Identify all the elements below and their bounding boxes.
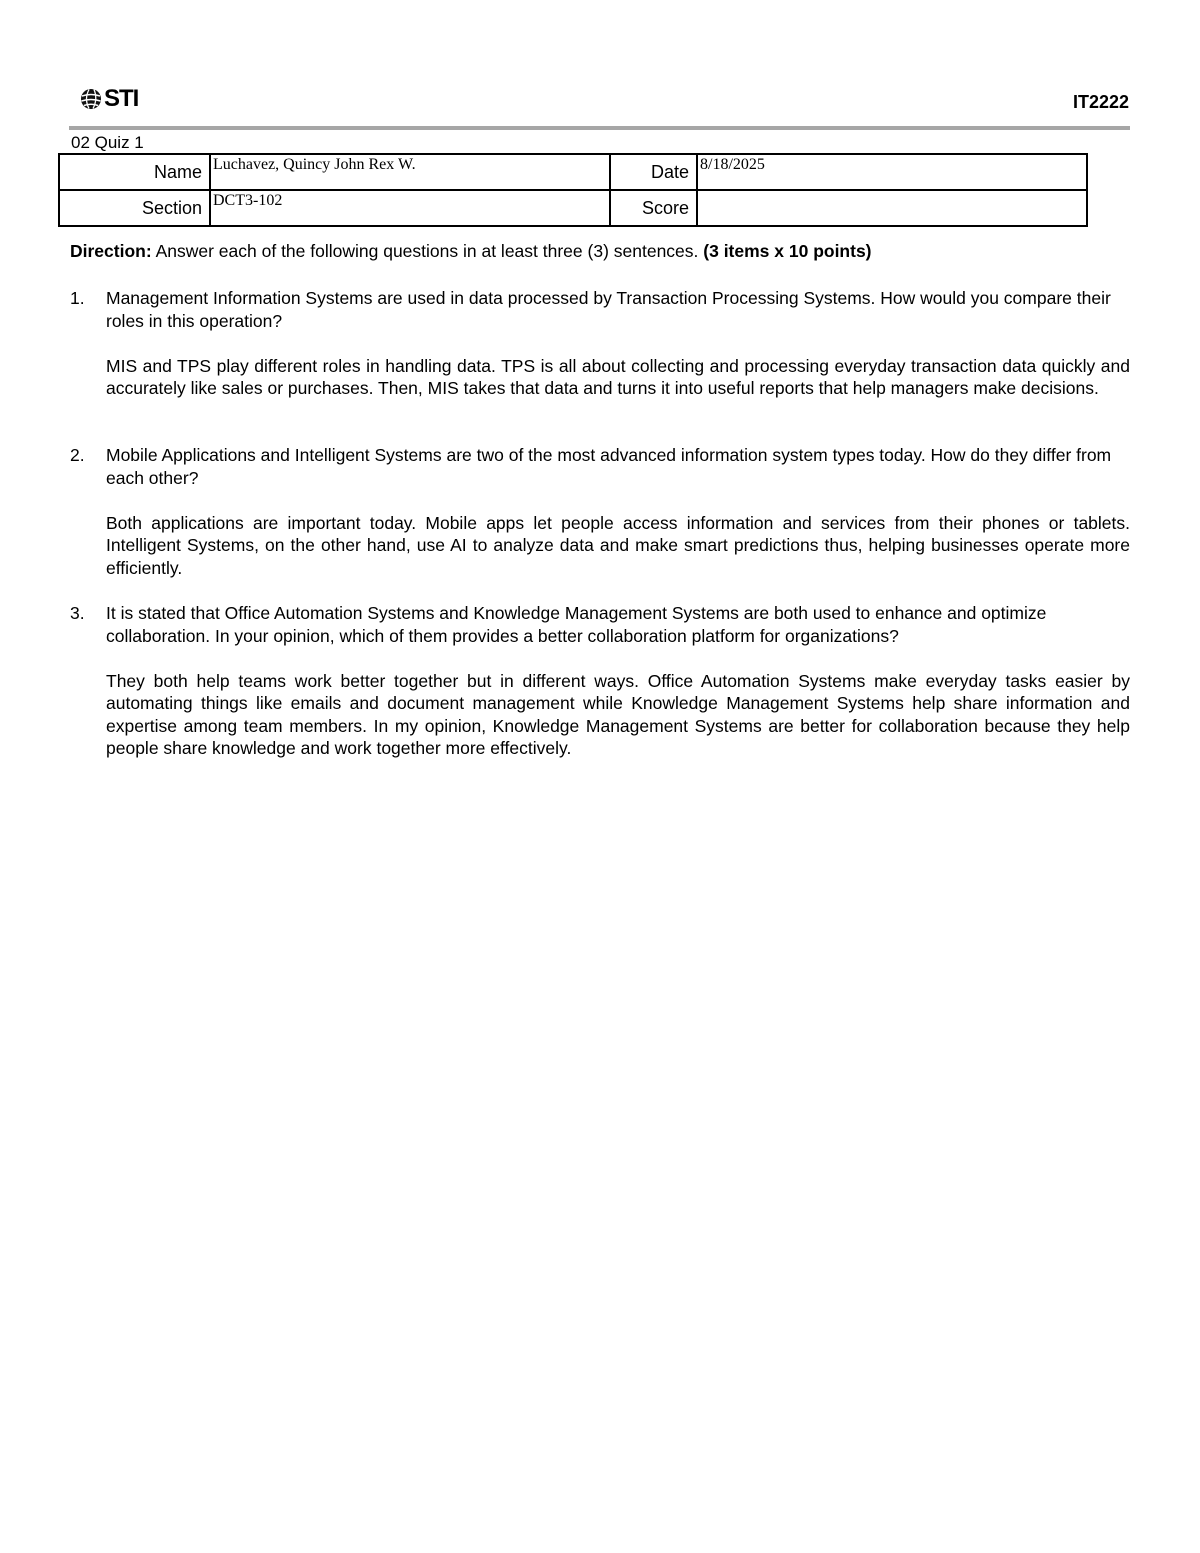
direction-text (70, 240, 872, 263)
answer-text: MIS and TPS play different roles in handling data. TPS is all about collecting and processing everyday transaction data quickly and accurately like sales or purchases. Then, MIS takes that data and turns it into useful reports that help managers make decisions. (106, 355, 1130, 398)
answer-text: They both help teams work better together but in different ways. Office Automation Systems make everyday tasks easier by automating things like emails and document management while Knowledge Management Systems help share information and expertise among team members. In my opinion, Knowledge Management Systems are better for collaboration because they help people share knowledge and work together more effectively. (106, 670, 1130, 758)
question-number: 2. (70, 445, 85, 465)
direction-points: (3 items x 10 points) (703, 241, 872, 261)
score-field[interactable] (697, 190, 1087, 226)
question-text: Mobile Applications and Intelligent Systems are two of the most advanced information system types today. How do they differ from each other? (106, 445, 1112, 488)
question-text: Management Information Systems are used in data processed by Transaction Processing Systems. How would you compare their roles in this operation? (106, 288, 1111, 331)
question-item-3 (70, 602, 1130, 760)
question-number: 3. (70, 603, 85, 623)
section-label: Section (59, 190, 210, 226)
globe-icon (80, 88, 102, 110)
sti-logo (80, 84, 138, 114)
direction-body: Answer each of the following questions in at least three (3) sentences. (151, 241, 704, 261)
question-number: 1. (70, 288, 85, 308)
date-label: Date (610, 154, 697, 190)
logo-text: STI (104, 85, 139, 112)
answer-text: Both applications are important today. Mobile apps let people access information and services from their phones or tablets. Intelligent Systems, on the other hand, use AI to analyze data and make smart predictions thus, helping businesses operate more efficiently. (106, 512, 1130, 578)
name-field[interactable]: Luchavez, Quincy John Rex W. (210, 154, 610, 190)
section-field[interactable]: DCT3-102 (210, 190, 610, 226)
question-item-2 (70, 444, 1130, 579)
student-info-table (58, 153, 1088, 227)
name-label: Name (59, 154, 210, 190)
question-item-1 (70, 287, 1130, 400)
question-text: It is stated that Office Automation Systems and Knowledge Management Systems are both used to enhance and optimize collaboration. In your opinion, which of them provides a better collaboration platform for organizations? (106, 603, 1047, 646)
date-field[interactable]: 8/18/2025 (697, 154, 1087, 190)
score-label: Score (610, 190, 697, 226)
quiz-title: 02 Quiz 1 (71, 133, 144, 152)
header-divider (69, 126, 1130, 130)
direction-label: Direction: (70, 241, 152, 261)
course-code: IT2222 (1072, 92, 1129, 112)
